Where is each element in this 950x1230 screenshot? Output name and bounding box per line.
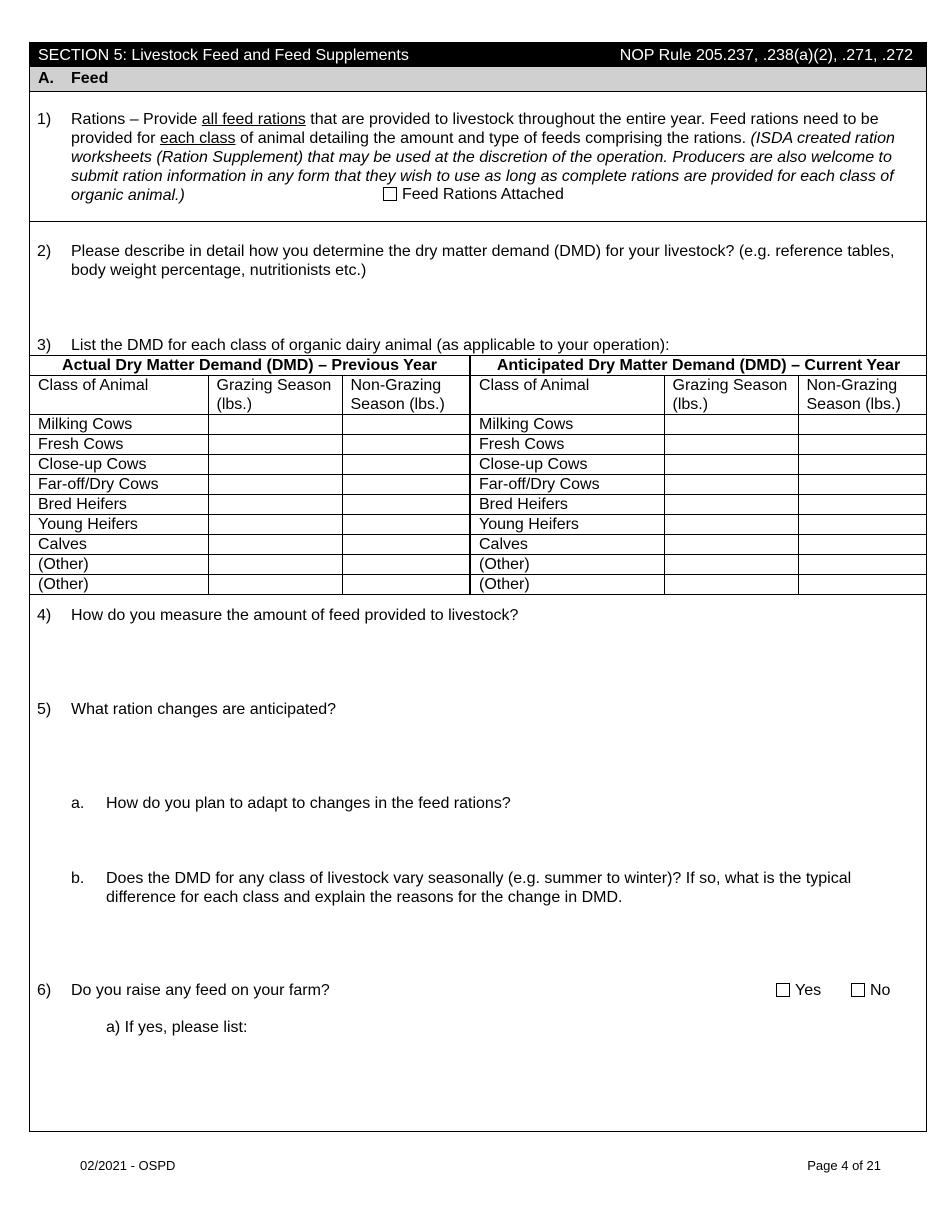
table-row (30, 535, 926, 555)
question-5b-text: Does the DMD for any class of livestock vary seasonally (e.g. summer to winter)? If so, what is the typical difference for each class and explain the reasons for the change in DMD. (106, 870, 852, 906)
class-cell-previous: Young Heifers (30, 515, 208, 535)
question-6-text: Do you raise any feed on your farm? (71, 982, 330, 999)
grazing-input-previous[interactable] (208, 535, 342, 555)
grazing-input-previous[interactable] (208, 495, 342, 515)
yes-option[interactable] (776, 981, 821, 1000)
col-class-right: Class of Animal (470, 376, 664, 415)
class-cell-current: (Other) (470, 555, 664, 575)
question-5-number: 5) (37, 701, 52, 718)
class-cell-previous: Close-up Cows (30, 455, 208, 475)
nongrazing-input-previous[interactable] (342, 415, 470, 435)
question-2-number: 2) (37, 243, 52, 260)
grazing-input-current[interactable] (664, 515, 798, 535)
nongrazing-input-current[interactable] (798, 495, 926, 515)
class-cell-current: Bred Heifers (470, 495, 664, 515)
feed-rations-checkbox[interactable] (383, 187, 397, 201)
nongrazing-input-current[interactable] (798, 455, 926, 475)
grazing-input-current[interactable] (664, 475, 798, 495)
footer-date: 02/2021 - OSPD (80, 1158, 176, 1173)
footer-page-number: Page 4 of 21 (807, 1158, 881, 1173)
class-cell-previous: Calves (30, 535, 208, 555)
subsection-title: Feed (71, 70, 109, 87)
col-grazing-left-l2: (lbs.) (216, 396, 253, 413)
question-4-number: 4) (37, 607, 52, 624)
class-cell-previous: Milking Cows (30, 415, 208, 435)
question-5b-label: b. (71, 870, 85, 887)
divider (30, 221, 926, 222)
class-cell-previous: Far-off/Dry Cows (30, 475, 208, 495)
class-cell-previous: (Other) (30, 575, 208, 595)
grazing-input-previous[interactable] (208, 455, 342, 475)
q1-lead: Rations – Provide (71, 111, 202, 128)
grazing-input-previous[interactable] (208, 475, 342, 495)
nongrazing-input-current[interactable] (798, 575, 926, 595)
table-row (30, 435, 926, 455)
table-row (30, 495, 926, 515)
col-nongrazing-right-l2: Season (lbs.) (806, 396, 901, 413)
question-5a-label: a. (71, 795, 85, 812)
subsection-header (30, 67, 926, 92)
col-nongrazing-left-l1: Non-Grazing (350, 377, 442, 394)
class-cell-current: Milking Cows (470, 415, 664, 435)
grazing-input-current[interactable] (664, 455, 798, 475)
form-frame (29, 42, 927, 1132)
section-title: SECTION 5: Livestock Feed and Feed Supplements (38, 47, 409, 64)
grazing-input-current[interactable] (664, 495, 798, 515)
class-cell-previous: Fresh Cows (30, 435, 208, 455)
feed-rations-label: Feed Rations Attached (402, 186, 564, 203)
nongrazing-input-previous[interactable] (342, 455, 470, 475)
nongrazing-input-previous[interactable] (342, 435, 470, 455)
question-6a-text: a) If yes, please list: (106, 1019, 248, 1036)
nongrazing-input-previous[interactable] (342, 515, 470, 535)
col-nongrazing-right-l1: Non-Grazing (806, 377, 898, 394)
group-previous-year: Actual Dry Matter Demand (DMD) – Previous Year (30, 356, 470, 376)
grazing-input-current[interactable] (664, 575, 798, 595)
class-cell-current: Fresh Cows (470, 435, 664, 455)
table-row (30, 455, 926, 475)
question-4-text: How do you measure the amount of feed provided to livestock? (71, 607, 519, 624)
grazing-input-previous[interactable] (208, 515, 342, 535)
grazing-input-current[interactable] (664, 555, 798, 575)
question-3-number: 3) (37, 337, 52, 354)
col-grazing-left (208, 376, 342, 415)
rule-reference: NOP Rule 205.237, .238(a)(2), .271, .272 (619, 47, 913, 64)
nongrazing-input-current[interactable] (798, 535, 926, 555)
question-5a-text: How do you plan to adapt to changes in the feed rations? (106, 795, 511, 812)
dmd-table (30, 355, 926, 595)
section-header (30, 43, 926, 67)
nongrazing-input-current[interactable] (798, 555, 926, 575)
table-row (30, 515, 926, 535)
table-row (30, 415, 926, 435)
nongrazing-input-previous[interactable] (342, 495, 470, 515)
col-grazing-right-l2: (lbs.) (672, 396, 709, 413)
subsection-letter: A. (38, 70, 54, 87)
grazing-input-previous[interactable] (208, 555, 342, 575)
grazing-input-current[interactable] (664, 415, 798, 435)
col-nongrazing-left-l2: Season (lbs.) (350, 396, 445, 413)
col-grazing-right-l1: Grazing Season (672, 377, 788, 394)
table-row (30, 555, 926, 575)
group-current-year: Anticipated Dry Matter Demand (DMD) – Current Year (470, 356, 926, 376)
nongrazing-input-current[interactable] (798, 475, 926, 495)
class-cell-previous: Bred Heifers (30, 495, 208, 515)
class-cell-current: (Other) (470, 575, 664, 595)
question-5-text: What ration changes are anticipated? (71, 701, 337, 718)
question-2-text: Please describe in detail how you determine the dry matter demand (DMD) for your livestock? (e.g. reference tables, body weight percentage, nutritionists etc.) (71, 243, 895, 279)
q1-mid-1: that are provided to livestock throughout the entire year. Feed rations need to be provided for (71, 111, 879, 147)
class-cell-current: Calves (470, 535, 664, 555)
dmd-table-body (30, 415, 926, 595)
q1-underline-2: each class (159, 130, 236, 147)
grazing-input-previous[interactable] (208, 575, 342, 595)
grazing-input-previous[interactable] (208, 415, 342, 435)
q1-underline-1: all feed rations (201, 111, 306, 128)
grazing-input-current[interactable] (664, 435, 798, 455)
col-grazing-right (664, 376, 798, 415)
no-label: No (870, 982, 891, 999)
class-cell-current: Young Heifers (470, 515, 664, 535)
class-cell-current: Far-off/Dry Cows (470, 475, 664, 495)
table-row (30, 575, 926, 595)
yes-checkbox[interactable] (776, 983, 790, 997)
nongrazing-input-current[interactable] (798, 515, 926, 535)
yes-label: Yes (795, 982, 822, 999)
nongrazing-input-previous[interactable] (342, 555, 470, 575)
col-nongrazing-right (798, 376, 926, 415)
q1-mid-2: of animal detailing the amount and type of feeds comprising the rations. (235, 130, 751, 147)
nongrazing-input-previous[interactable] (342, 535, 470, 555)
class-cell-current: Close-up Cows (470, 455, 664, 475)
nongrazing-input-previous[interactable] (342, 475, 470, 495)
table-row (30, 475, 926, 495)
no-checkbox[interactable] (851, 983, 865, 997)
feed-rations-attached[interactable] (383, 185, 564, 204)
grazing-input-current[interactable] (664, 535, 798, 555)
col-nongrazing-left (342, 376, 470, 415)
question-6-number: 6) (37, 982, 52, 999)
question-3-text: List the DMD for each class of organic dairy animal (as applicable to your operation): (71, 337, 670, 354)
nongrazing-input-previous[interactable] (342, 575, 470, 595)
class-cell-previous: (Other) (30, 555, 208, 575)
grazing-input-previous[interactable] (208, 435, 342, 455)
col-class-left: Class of Animal (30, 376, 208, 415)
no-option[interactable] (851, 981, 890, 1000)
q1-italic-note: (ISDA created ration worksheets (Ration Supplement) that may be used at the discretion of the operation. Producers are also welcome to submit ration information in any form that they wish to use as long as complete rations are provided for each class of organic animal.) (71, 130, 895, 204)
nongrazing-input-current[interactable] (798, 435, 926, 455)
question-1-number: 1) (37, 111, 52, 128)
nongrazing-input-current[interactable] (798, 415, 926, 435)
col-grazing-left-l1: Grazing Season (216, 377, 332, 394)
